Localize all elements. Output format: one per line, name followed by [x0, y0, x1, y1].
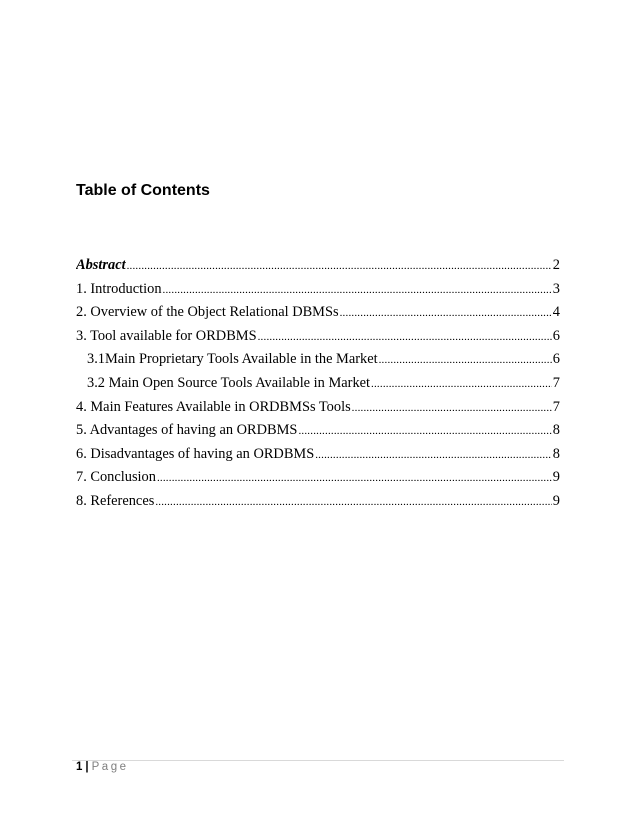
dot-leader [127, 260, 552, 272]
dot-leader [163, 284, 552, 296]
toc-entry-page: 7 [552, 398, 560, 415]
toc-entry-page: 6 [552, 351, 560, 368]
toc-entry-label: 3.1Main Proprietary Tools Available in the Market [87, 351, 378, 368]
footer-separator: | [85, 761, 89, 773]
toc-entry-page: 6 [552, 327, 560, 344]
toc-entry-page: 2 [552, 257, 560, 273]
toc-entry-label: 7. Conclusion [76, 469, 156, 486]
toc-entry-label: 5. Advantages of having an ORDBMS [76, 422, 298, 439]
toc-entry-page: 9 [552, 469, 560, 486]
dot-leader [379, 354, 552, 366]
toc-entry-proprietary-tools[interactable] [76, 351, 560, 375]
toc-entry-conclusion[interactable] [76, 469, 560, 493]
toc-entry-label: 4. Main Features Available in ORDBMSs Tools [76, 398, 351, 415]
footer-page-word: Page [91, 761, 129, 773]
toc-entry-overview[interactable] [76, 304, 560, 328]
toc-entry-label: 3.2 Main Open Source Tools Available in Market [87, 374, 371, 391]
footer-page-number: 1 [76, 761, 83, 773]
dot-leader [258, 331, 552, 343]
toc-entry-disadvantages[interactable] [76, 446, 560, 470]
page-footer [76, 761, 128, 773]
toc-entry-page: 9 [552, 492, 560, 509]
toc-entry-references[interactable] [76, 493, 560, 517]
dot-leader [340, 307, 552, 319]
toc-entry-page: 3 [552, 280, 560, 297]
toc-heading: Table of Contents [76, 182, 210, 199]
dot-leader [157, 472, 552, 484]
toc-entry-label: 6. Disadvantages of having an ORDBMS [76, 445, 315, 462]
toc-entry-label: Abstract [76, 257, 126, 273]
dot-leader [352, 402, 552, 414]
dot-leader [155, 496, 551, 508]
toc-entry-label: 3. Tool available for ORDBMS [76, 327, 257, 344]
toc-entry-page: 7 [552, 374, 560, 391]
table-of-contents [76, 257, 560, 517]
toc-entry-introduction[interactable] [76, 281, 560, 305]
toc-entry-main-features[interactable] [76, 399, 560, 423]
toc-entry-open-source-tools[interactable] [76, 375, 560, 399]
footer-divider [72, 760, 564, 761]
toc-entry-abstract[interactable] [76, 257, 560, 281]
toc-entry-page: 8 [552, 445, 560, 462]
toc-entry-label: 1. Introduction [76, 280, 162, 297]
toc-entry-page: 8 [552, 422, 560, 439]
dot-leader [315, 449, 552, 461]
toc-entry-page: 4 [552, 304, 560, 321]
dot-leader [371, 378, 552, 390]
toc-entry-label: 8. References [76, 492, 155, 509]
toc-entry-label: 2. Overview of the Object Relational DBMSs [76, 304, 339, 321]
toc-entry-advantages[interactable] [76, 422, 560, 446]
toc-entry-tools-available[interactable] [76, 328, 560, 352]
dot-leader [298, 425, 551, 437]
